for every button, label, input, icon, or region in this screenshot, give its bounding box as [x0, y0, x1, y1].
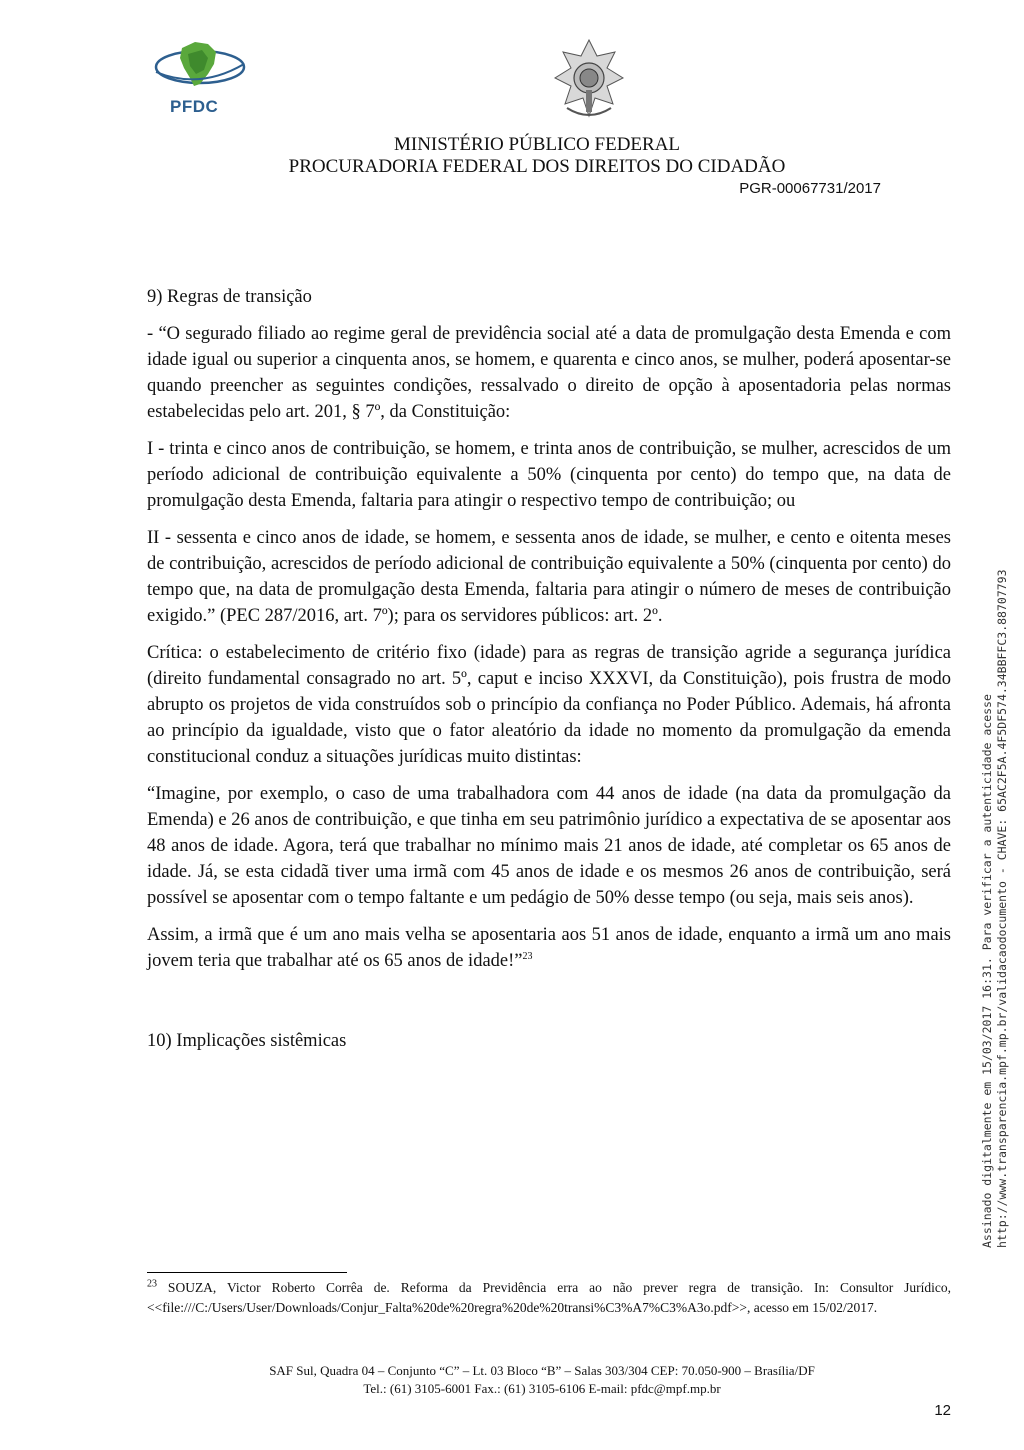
signature-line-1: Assinado digitalmente em 15/03/2017 16:31. Para verificar a autenticidade acesse — [980, 694, 994, 1248]
footnote — [147, 1278, 951, 1318]
page-footer — [0, 1362, 1024, 1398]
document-body — [147, 284, 951, 1065]
paragraph-3: II - sessenta e cinco anos de idade, se homem, e sessenta anos de idade, se mulher, e cento e oitenta meses de contribuição, acrescidos de período adicional de contribuição equivalente a 50% (cinquenta por cento) do tempo que, na data de promulgação desta Emenda, faltaria para atingir o número de meses de contribuição exigido.” (PEC 287/2016, art. 7º); para os servidores públicos: art. 2º. — [147, 528, 951, 626]
paragraph-2: I - trinta e cinco anos de contribuição, se homem, e trinta anos de contribuição, se mulher, acrescidos de um período adicional de contribuição equivalente a 50% (cinquenta por cento) do tempo que, na data de promulgação desta Emenda, faltaria para atingir o respectivo tempo de contribuição; ou — [147, 439, 951, 511]
page-number: 12 — [934, 1402, 951, 1419]
pfdc-logo-text: PFDC — [170, 97, 219, 116]
document-number: PGR-00067731/2017 — [739, 180, 881, 197]
paragraph-5: “Imagine, por exemplo, o caso de uma trabalhadora com 44 anos de idade (na data da promulgação da Emenda) e 26 anos de contribuição, e que tinha em seu patrimônio jurídico a expectativa de se aposentar aos 48 anos de idade. Agora, terá que trabalhar no mínimo mais 21 anos de idade, até completar os 65 anos de idade. Já, se esta cidadã tiver uma irmã com 45 anos de idade e os mesmos 26 anos de contribuição, será possível se aposentar com o tempo faltante e um pedágio de 50% desse tempo (ou seja, mais seis anos). — [147, 784, 951, 908]
pfdc-logo — [150, 34, 250, 124]
paragraph-6-text: Assim, a irmã que é um ano mais velha se aposentaria aos 51 anos de idade, enquanto a irmã um ano mais jovem teria que trabalhar até os 65 anos de idade!” — [147, 925, 951, 971]
signature-line-2: http://www.transparencia.mpf.mp.br/validacaodocumento - CHAVE: 65AC2F5A.4F5DF574.34BBFFC3.88707793 — [995, 569, 1009, 1248]
footnote-text: SOUZA, Victor Roberto Corrêa de. Reforma da Previdência erra ao não prever regra de transição. In: Consultor Jurídico, <<file:///C:/Users/User/Downloads/Conjur_Falta%20de%20regra%20de%20transi%C3%A7%C3%A3o.pdf>>, acesso em 15/02/2017. — [147, 1280, 951, 1315]
section-title-10: 10) Implicações sistêmicas — [147, 1031, 347, 1051]
section-title-9: 9) Regras de transição — [147, 287, 312, 307]
footnote-ref[interactable]: 23 — [522, 950, 533, 962]
paragraph-6 — [147, 922, 951, 974]
paragraph-1: - “O segurado filiado ao regime geral de previdência social até a data de promulgação desta Emenda e com idade igual ou superior a cinquenta anos, se homem, e quarenta e cinco anos, se mulher, poderá aposentar-se quando preencher as seguintes condições, ressalvado o direito de opção à aposentadoria pelas normas estabelecidas pelo art. 201, § 7º, da Constituição: — [147, 324, 951, 422]
footer-contact: Tel.: (61) 3105-6001 Fax.: (61) 3105-6106 E-mail: pfdc@mpf.mp.br — [363, 1381, 721, 1396]
footnote-number: 23 — [147, 1278, 157, 1290]
digital-signature-note — [980, 569, 1010, 1248]
coat-of-arms-icon — [553, 38, 625, 122]
footnote-divider — [147, 1272, 347, 1273]
header-ministry: MINISTÉRIO PÚBLICO FEDERAL — [393, 134, 681, 155]
paragraph-4: Crítica: o estabelecimento de critério fixo (idade) para as regras de transição agride a segurança jurídica (direito fundamental consagrado no art. 5º, caput e inciso XXXVI, da Constituição), pois frustra de modo abrupto os projetos de vida construídos sob o princípio da confiança no Poder Público. Ademais, há afronta ao princípio da igualdade, visto que o fator aleatório da idade no momento da promulgação da emenda constitucional conduz a situações jurídicas muito distintas: — [147, 643, 951, 767]
footer-address: SAF Sul, Quadra 04 – Conjunto “C” – Lt. 03 Bloco “B” – Salas 303/304 CEP: 70.050-900 – Brasília/DF — [269, 1363, 815, 1378]
header-procuradoria: PROCURADORIA FEDERAL DOS DIREITOS DO CIDADÃO — [288, 156, 786, 177]
